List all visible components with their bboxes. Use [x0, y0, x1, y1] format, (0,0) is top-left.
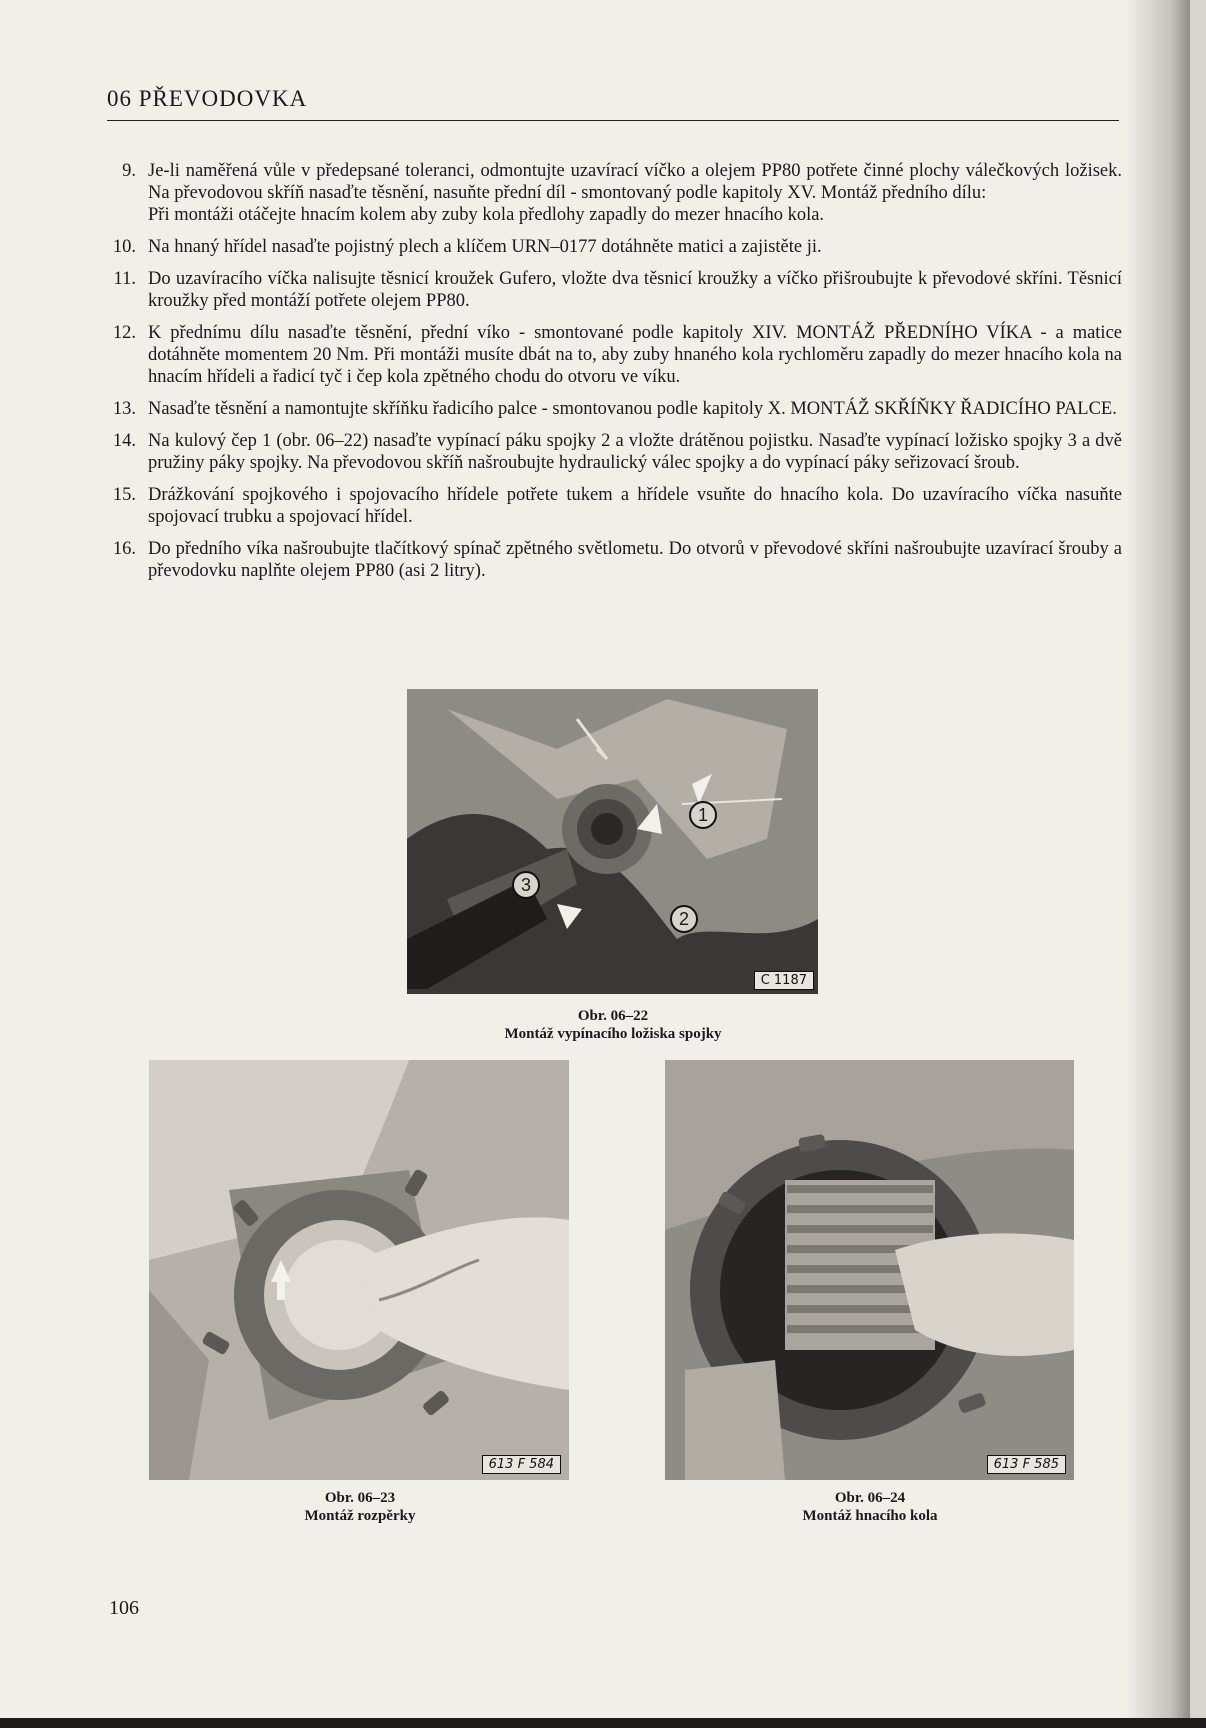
figure-06-22-caption — [412, 1007, 814, 1043]
step-15 — [100, 484, 1122, 528]
header-rule — [107, 120, 1119, 121]
chapter-header: 06 PŘEVODOVKA — [107, 86, 308, 111]
step-16 — [100, 538, 1122, 582]
step-text: Nasaďte těsnění a namontujte skříňku řadicího palce - smontovanou podle kapitoly X. MONTÁŽ SKŘÍŇKY ŘADICÍHO PALCE. — [148, 399, 1117, 419]
figure-06-24-photo — [665, 1060, 1074, 1480]
photo-code-label: C 1187 — [754, 971, 814, 990]
instruction-list — [100, 160, 1122, 592]
step-14 — [100, 430, 1122, 474]
step-text: Při montáži otáčejte hnacím kolem aby zuby kola předlohy zapadly do mezer hnacího kola. — [148, 205, 825, 225]
figure-06-23-caption — [260, 1489, 460, 1525]
step-text: Na kulový čep 1 (obr. 06–22) nasaďte vypínací páku spojky 2 a vložte drátěnou pojistku. Nasaďte vypínací ložisko spojky 3 a dvě pružiny páky spojky. Na převodovou skříň našroubujte hydraulický válec spojky a do vypínací páky seřizovací šroub. — [148, 431, 1122, 473]
step-13 — [100, 398, 1122, 420]
step-text: Drážkování spojkového i spojovacího hřídele potřete tukem a hřídele vsuňte do hnacího kola. Do uzavíracího víčka nasuňte spojovací trubku a spojovací hřídel. — [148, 485, 1122, 527]
caption-title: Montáž vypínacího ložiska spojky — [504, 1026, 722, 1042]
step-text: Do předního víka našroubujte tlačítkový spínač zpětného světlometu. Do otvorů v převodové skříni našroubujte uzavírací šrouby a převodovku naplňte olejem PP80 (asi 2 litry). — [148, 539, 1122, 581]
step-text: Do uzavíracího víčka nalisujte těsnicí kroužek Gufero, vložte dva těsnicí kroužky a víčko přišroubujte k převodové skříni. Těsnicí kroužky před montáží potřete olejem PP80. — [148, 269, 1122, 311]
step-number: 10. — [112, 237, 136, 257]
figure-06-23-photo — [149, 1060, 569, 1480]
scan-bottom-edge — [0, 1718, 1206, 1728]
step-12 — [100, 322, 1122, 388]
step-10 — [100, 236, 1122, 258]
callout-3: 3 — [512, 871, 540, 899]
caption-number: Obr. 06–22 — [577, 1008, 649, 1024]
callout-1: 1 — [689, 801, 717, 829]
caption-title: Montáž hnacího kola — [802, 1508, 938, 1524]
figure-06-24-caption — [770, 1489, 970, 1525]
step-text: Je-li naměřená vůle v předepsané toleranci, odmontujte uzavírací víčko a olejem PP80 potřete činné plochy válečkových ložisek. Na převodovou skříň nasaďte těsnění, nasuňte přední díl - smontovaný podle kapitoly XV. Montáž předního dílu: — [148, 161, 1122, 203]
step-number: 11. — [113, 269, 136, 289]
page-edge-shadow — [1126, 0, 1190, 1728]
step-text: Na hnaný hřídel nasaďte pojistný plech a klíčem URN–0177 dotáhněte matici a zajistěte ji. — [148, 237, 822, 257]
step-11 — [100, 268, 1122, 312]
caption-number: Obr. 06–23 — [324, 1490, 396, 1506]
callout-2: 2 — [670, 905, 698, 933]
photo-code-label: 613 F 585 — [987, 1455, 1066, 1474]
step-9 — [100, 160, 1122, 226]
step-text: K přednímu dílu nasaďte těsnění, přední víko - smontované podle kapitoly XIV. MONTÁŽ PŘEDNÍHO VÍKA - a matice dotáhněte momentem 20 Nm. Při montáži musíte dbát na to, aby zuby hnaného kola rychloměru zapadly do mezer hnacího kola na hnacím hřídeli a řadicí tyč i čep kola zpětného chodu do otvoru ve víku. — [148, 323, 1122, 387]
step-number: 16. — [112, 539, 136, 559]
figure-06-22-photo — [407, 689, 818, 994]
step-number: 14. — [112, 431, 136, 451]
step-number: 13. — [112, 399, 136, 419]
caption-number: Obr. 06–24 — [834, 1490, 906, 1506]
page-number: 106 — [109, 1597, 139, 1619]
step-number: 15. — [112, 485, 136, 505]
step-number: 12. — [112, 323, 136, 343]
caption-title: Montáž rozpěrky — [304, 1508, 416, 1524]
step-number: 9. — [122, 161, 136, 181]
photo-code-label: 613 F 584 — [482, 1455, 561, 1474]
